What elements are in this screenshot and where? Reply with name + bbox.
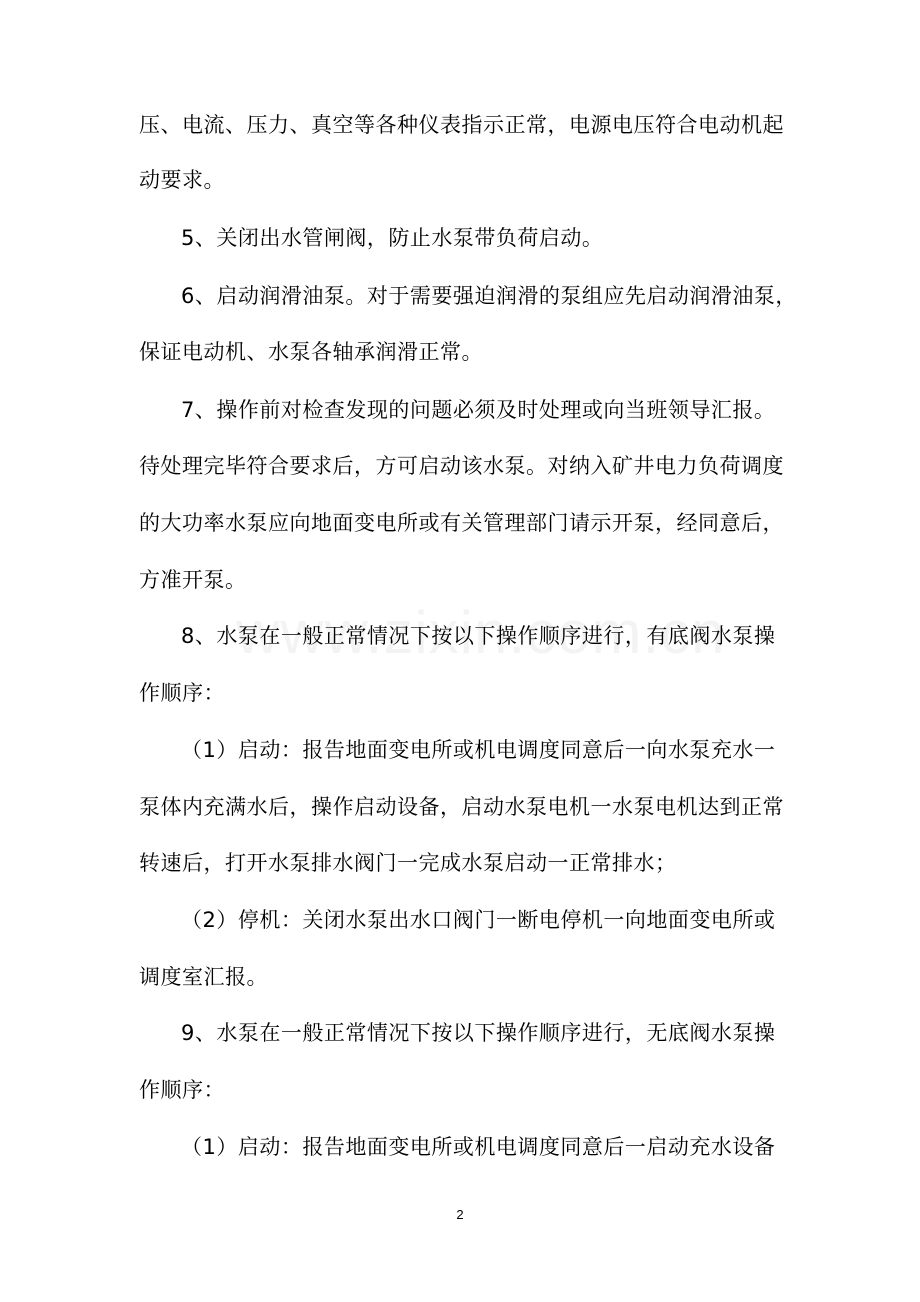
text-line-13: 泵体内充满水后，操作启动设备，启动水泵电机一水泵电机达到正常 xyxy=(139,795,784,819)
page-number: 2 xyxy=(456,1207,464,1222)
text-line-5: 保证电动机、水泵各轴承润滑正常。 xyxy=(139,340,483,364)
text-line-11: 作顺序： xyxy=(139,681,225,705)
text-line-3: 5、关闭出水管闸阀，防止水泵带负荷启动。 xyxy=(181,226,604,250)
text-line-7: 待处理完毕符合要求后，方可启动该水泵。对纳入矿井电力负荷调度 xyxy=(139,454,784,478)
text-line-10: 8、水泵在一般正常情况下按以下操作顺序进行，有底阀水泵操 xyxy=(181,624,776,648)
text-line-9: 方准开泵。 xyxy=(139,568,247,592)
text-line-18: 作顺序： xyxy=(139,1078,225,1102)
text-line-4: 6、启动润滑油泵。对于需要强迫润滑的泵组应先启动润滑油泵， xyxy=(181,284,797,308)
text-line-8: 的大功率水泵应向地面变电所或有关管理部门请示开泵，经同意后， xyxy=(139,511,784,535)
text-line-17: 9、水泵在一般正常情况下按以下操作顺序进行，无底阀水泵操 xyxy=(181,1021,776,1045)
text-line-2: 动要求。 xyxy=(139,168,225,192)
text-line-12: （1）启动：报告地面变电所或机电调度同意后一向水泵充水一 xyxy=(181,738,776,762)
text-line-6: 7、操作前对检查发现的问题必须及时处理或向当班领导汇报。 xyxy=(181,398,776,422)
text-line-14: 转速后，打开水泵排水阀门一完成水泵启动一正常排水； xyxy=(139,851,677,875)
text-line-15: （2）停机：关闭水泵出水口阀门一断电停机一向地面变电所或 xyxy=(181,908,776,932)
text-line-1: 压、电流、压力、真空等各种仪表指示正常，电源电压符合电动机起 xyxy=(139,113,784,137)
text-line-19: （1）启动：报告地面变电所或机电调度同意后一启动充水设备 xyxy=(181,1135,776,1159)
text-line-16: 调度室汇报。 xyxy=(139,965,268,989)
